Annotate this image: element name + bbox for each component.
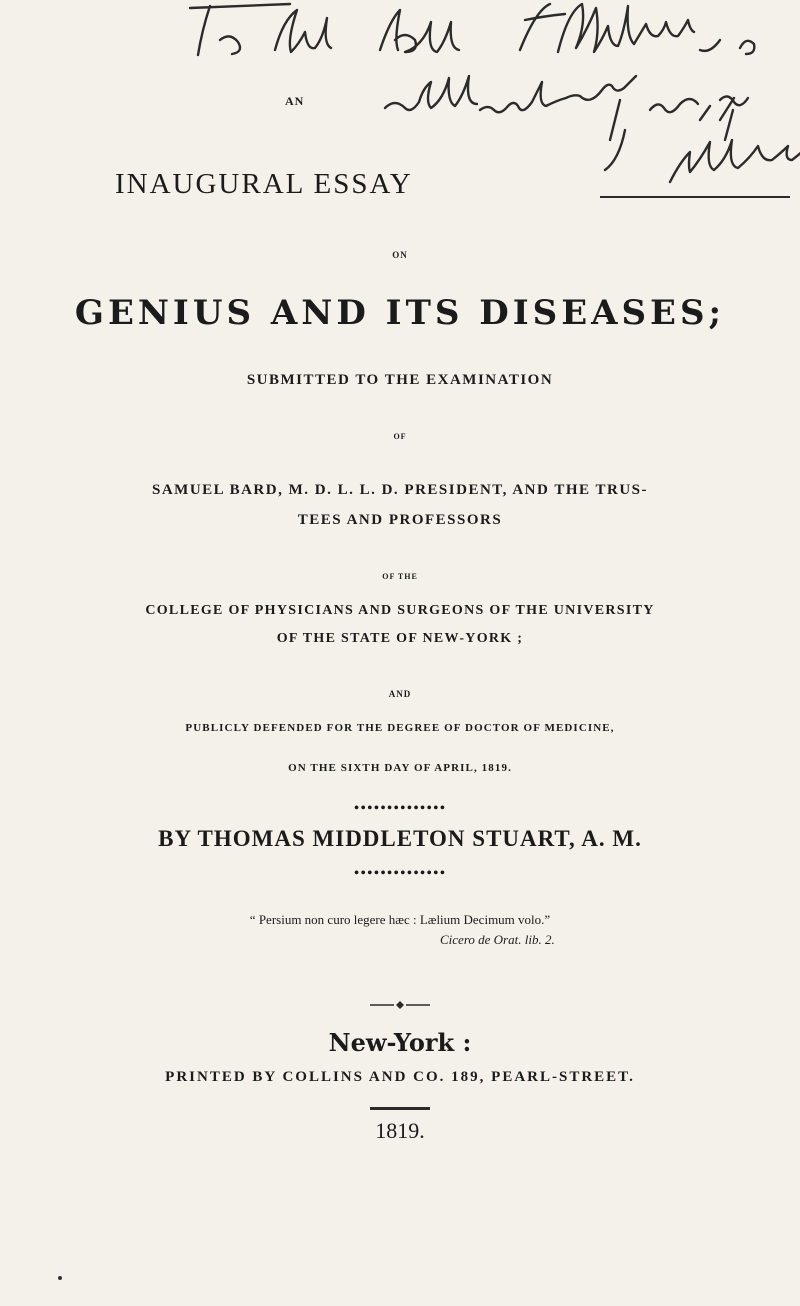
ornament-rule — [368, 1000, 432, 1010]
president-line: SAMUEL BARD, M. D. L. L. D. PRESIDENT, AND THE TRUS- — [152, 482, 648, 498]
college-line: COLLEGE OF PHYSICIANS AND SURGEONS OF THE UNIVERSITY — [145, 603, 655, 618]
imprint-year: 1819. — [375, 1118, 425, 1143]
author-line: BY THOMAS MIDDLETON STUART, A. M. — [158, 826, 642, 851]
degree-line: PUBLICLY DEFENDED FOR THE DEGREE OF DOCTOR OF MEDICINE, — [185, 722, 615, 734]
epigraph-citation: Cicero de Orat. lib. 2. — [440, 932, 555, 947]
an-label: AN — [285, 94, 305, 108]
dotted-rule-lower: •••••••••••••• — [353, 865, 447, 882]
handwriting-scribble — [180, 0, 800, 190]
handwritten-annotation — [180, 0, 800, 190]
and-label: AND — [388, 689, 412, 699]
ink-speck — [58, 1276, 62, 1280]
epigraph-quote: “ Persium non curo legere hæc : Lælium Decimum volo.” — [249, 912, 551, 927]
top-rule — [600, 196, 790, 198]
of-the-label: OF THE — [382, 572, 418, 581]
date-line: ON THE SIXTH DAY OF APRIL, 1819. — [288, 762, 512, 774]
on-label: ON — [392, 250, 408, 260]
imprint-printer: PRINTED BY COLLINS AND CO. 189, PEARL-STREET. — [165, 1069, 635, 1085]
dotted-rule-upper: •••••••••••••• — [353, 800, 447, 817]
of-label: OF — [393, 432, 407, 441]
state-line: OF THE STATE OF NEW-YORK ; — [276, 631, 524, 646]
imprint-place: New-York : — [328, 1028, 472, 1057]
essay-title: GENIUS AND ITS DISEASES; — [74, 293, 726, 333]
inaugural-essay-heading: INAUGURAL ESSAY — [115, 168, 413, 200]
bottom-rule — [370, 1107, 430, 1110]
submitted-line: SUBMITTED TO THE EXAMINATION — [246, 372, 554, 388]
trustees-line: TEES AND PROFESSORS — [297, 512, 503, 528]
